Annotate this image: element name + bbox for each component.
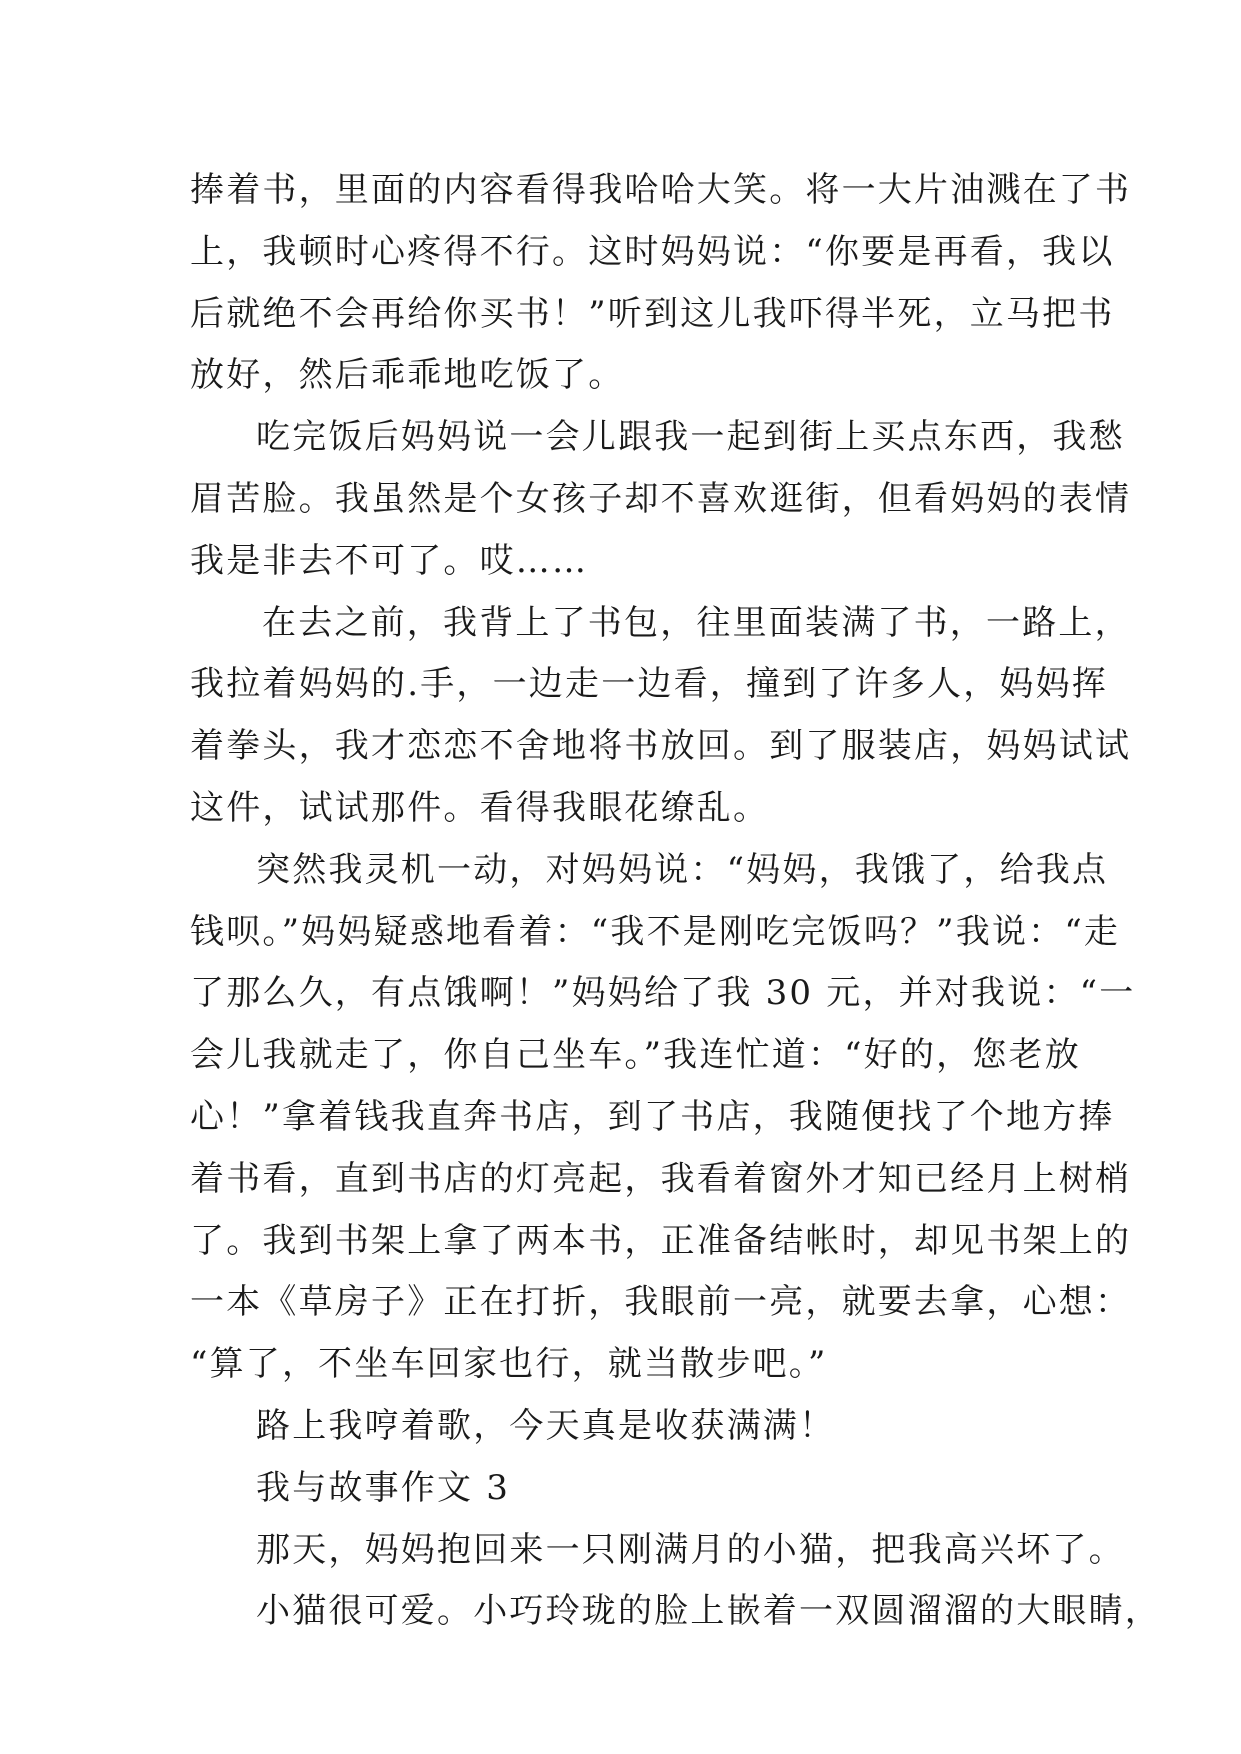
text-line: 钱呗。”妈妈疑惑地看着：“我不是刚吃完饭吗？”我说：“走 — [190, 911, 1121, 952]
text-line: 着拳头，我才恋恋不舍地将书放回。到了服装店，妈妈试试 — [190, 726, 1132, 767]
paragraph — [190, 160, 1132, 407]
text-line: 了。我到书架上拿了两本书，正准备结帐时，却见书架上的 — [190, 1220, 1132, 1261]
text-line: 我是非去不可了。哎…… — [190, 540, 589, 581]
paragraph — [190, 1396, 1070, 1458]
heading-text: 我与故事作文 3 — [256, 1467, 511, 1508]
text-line: 突然我灵机一动，对妈妈说：“妈妈，我饿了，给我点 — [256, 849, 1109, 890]
text-line: 上，我顿时心疼得不行。这时妈妈说：“你要是再看，我以 — [190, 231, 1115, 272]
text-line: 一本《草房子》正在打折，我眼前一亮，就要去拿，心想： — [190, 1282, 1132, 1323]
text-line: 心！”拿着钱我直奔书店，到了书店，我随便找了个地方捧 — [190, 1096, 1115, 1137]
text-line: 放好，然后乖乖地吃饭了。 — [190, 355, 625, 396]
text-line: 小猫很可爱。小巧玲珑的脸上嵌着一双圆溜溜的大眼睛， — [256, 1591, 1161, 1632]
text-line: 捧着书，里面的内容看得我哈哈大笑。将一大片油溅在了书 — [190, 170, 1132, 210]
text-line: 吃完饭后妈妈说一会儿跟我一起到街上买点东西，我愁 — [256, 417, 1125, 458]
paragraph — [190, 1520, 1125, 1582]
text-line: 我拉着妈妈的.手，一边走一边看，撞到了许多人，妈妈挥 — [190, 664, 1109, 705]
section-heading — [190, 1458, 1070, 1520]
paragraph — [190, 1581, 1161, 1643]
paragraph — [190, 593, 1132, 840]
paragraph — [190, 407, 1132, 592]
text-line: 着书看，直到书店的灯亮起，我看着窗外才知已经月上树梢 — [190, 1158, 1132, 1199]
text-line: 后就绝不会再给你买书！”听到这儿我吓得半死，立马把书 — [190, 293, 1115, 334]
text-line: “算了，不坐车回家也行，就当散步吧。” — [190, 1344, 828, 1385]
text-line: 这件，试试那件。看得我眼花缭乱。 — [190, 787, 770, 828]
text-line: 那天，妈妈抱回来一只刚满月的小猫，把我高兴坏了。 — [256, 1529, 1125, 1570]
document-body — [190, 160, 1161, 1643]
text-line: 了那么久，有点饿啊！”妈妈给了我 30 元，并对我说：“一 — [190, 973, 1136, 1014]
paragraph — [190, 840, 1136, 1396]
text-line: 在去之前，我背上了书包，往里面装满了书，一路上， — [262, 602, 1131, 643]
text-line: 眉苦脸。我虽然是个女孩子却不喜欢逛街，但看妈妈的表情 — [190, 478, 1132, 519]
text-line: 路上我哼着歌，今天真是收获满满！ — [256, 1405, 836, 1446]
text-line: 会儿我就走了，你自己坐车。”我连忙道：“好的，您老放 — [190, 1035, 1081, 1076]
